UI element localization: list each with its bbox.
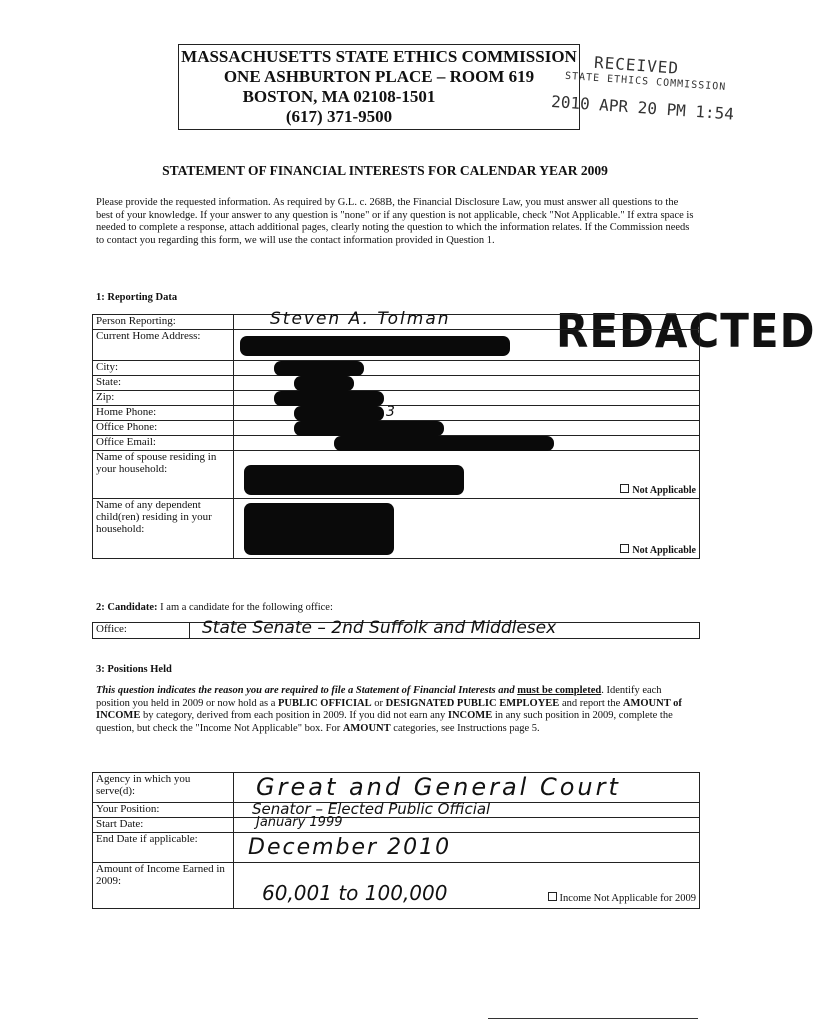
office-email-label: Office Email: bbox=[93, 436, 234, 451]
checkbox-icon[interactable] bbox=[620, 484, 629, 493]
zip-cell bbox=[234, 391, 700, 406]
children-label: Name of any dependent child(ren) residing in your household: bbox=[93, 499, 234, 559]
address-label: Current Home Address: bbox=[93, 330, 234, 361]
section2-text: I am a candidate for the following office: bbox=[160, 602, 333, 613]
header-line-3: BOSTON, MA 02108-1501 bbox=[242, 87, 436, 106]
person-label: Person Reporting: bbox=[93, 315, 234, 330]
person-value-cell bbox=[234, 309, 700, 330]
home-phone-digit: 3 bbox=[386, 404, 395, 420]
home-phone-label: Home Phone: bbox=[93, 406, 234, 421]
section2-line bbox=[96, 602, 333, 613]
office-label: Office: bbox=[93, 623, 190, 639]
state-label: State: bbox=[93, 376, 234, 391]
children-not-applicable[interactable]: Not Applicable bbox=[620, 544, 696, 556]
document-title: STATEMENT OF FINANCIAL INTERESTS FOR CALENDAR YEAR 2009 bbox=[162, 163, 608, 178]
end-date-label: End Date if applicable: bbox=[93, 833, 234, 863]
office-cell bbox=[190, 618, 700, 639]
stamp-agency: STATE ETHICS COMMISSION bbox=[564, 70, 727, 94]
office-phone-label: Office Phone: bbox=[93, 421, 234, 436]
end-date-value: December 2010 bbox=[248, 835, 452, 860]
income-value: 60,001 to 100,000 bbox=[262, 881, 448, 905]
redaction-block bbox=[334, 436, 554, 451]
start-date-value: January 1999 bbox=[256, 815, 343, 830]
redaction-block bbox=[294, 406, 384, 421]
office-value: State Senate – 2nd Suffolk and Middlesex bbox=[202, 618, 557, 638]
section2-heading: 2: Candidate: bbox=[96, 602, 158, 613]
income-cell bbox=[234, 863, 700, 909]
home-phone-cell bbox=[234, 406, 700, 421]
address-cell bbox=[234, 330, 700, 361]
office-phone-cell bbox=[234, 421, 700, 436]
section1-heading: 1: Reporting Data bbox=[96, 292, 178, 303]
stamp-date: 2010 APR 20 PM 1:54 bbox=[550, 91, 735, 124]
section3-heading: 3: Positions Held bbox=[96, 664, 172, 675]
position-value: Senator – Elected Public Official bbox=[252, 800, 491, 818]
redaction-block bbox=[274, 391, 384, 406]
spouse-cell bbox=[234, 451, 700, 499]
redaction-block bbox=[294, 376, 354, 391]
header-line-1: MASSACHUSETTS STATE ETHICS COMMISSION bbox=[181, 47, 577, 66]
stamp-received: RECEIVED bbox=[593, 52, 680, 78]
income-label: Amount of Income Earned in 2009: bbox=[93, 863, 234, 909]
end-date-cell bbox=[234, 833, 700, 863]
person-value: Steven A. Tolman bbox=[270, 309, 451, 329]
city-label: City: bbox=[93, 361, 234, 376]
redaction-block bbox=[294, 421, 444, 436]
start-date-cell bbox=[234, 815, 700, 833]
agency-cell bbox=[234, 773, 700, 803]
commission-header bbox=[178, 44, 580, 130]
redaction-block bbox=[240, 336, 510, 356]
income-not-applicable[interactable]: Income Not Applicable for 2009 bbox=[548, 892, 696, 904]
position-label: Your Position: bbox=[93, 803, 234, 818]
office-email-cell bbox=[234, 436, 700, 451]
checkbox-icon[interactable] bbox=[548, 892, 557, 901]
start-date-label: Start Date: bbox=[93, 818, 234, 833]
bottom-rule bbox=[488, 1018, 698, 1019]
intro-paragraph: Please provide the requested information. As required by G.L. c. 268B, the Financial Disclosure Law, you must answer all questions to the best of your knowledge. If your answer to any question is "none" or if any question is not applicable, check "Not Applicable." If extra space is needed to complete a response, attach additional pages, clearly noting the question to which the information relates. If the Commission needs to contact you regarding this form, we will use the contact information provided in Question 1. bbox=[96, 197, 694, 246]
spouse-label: Name of spouse residing in your household: bbox=[93, 451, 234, 499]
children-cell bbox=[234, 499, 700, 559]
state-cell bbox=[234, 376, 700, 391]
header-line-4: (617) 371-9500 bbox=[285, 107, 393, 126]
redaction-block bbox=[244, 503, 394, 555]
header-line-2: ONE ASHBURTON PLACE – ROOM 619 bbox=[223, 67, 535, 86]
received-stamp bbox=[549, 48, 769, 143]
positions-table bbox=[92, 772, 700, 909]
checkbox-icon[interactable] bbox=[620, 544, 629, 553]
city-cell bbox=[234, 361, 700, 376]
agency-value: Great and General Court bbox=[256, 773, 621, 801]
redaction-block bbox=[274, 361, 364, 376]
zip-label: Zip: bbox=[93, 391, 234, 406]
redacted-label: REDACTED bbox=[556, 304, 815, 358]
candidate-table bbox=[92, 618, 700, 639]
section3-instructions: This question indicates the reason you are required to file a Statement of Financial Interests and must be completed. Identify each position you held in 2009 or now hold as a PUBLIC OFFICIAL or DESIGNATED PUBLIC EMPLOYEE and report the AMOUNT of INCOME by category, derived from each position in 2009. If you did not earn any INCOME in any such position in 2009, complete the question, but check the "Income Not Applicable" box. For AMOUNT categories, see Instructions page 5. bbox=[96, 685, 682, 734]
agency-label: Agency in which you serve(d): bbox=[93, 773, 234, 803]
redaction-block bbox=[244, 465, 464, 495]
spouse-not-applicable[interactable]: Not Applicable bbox=[620, 484, 696, 496]
